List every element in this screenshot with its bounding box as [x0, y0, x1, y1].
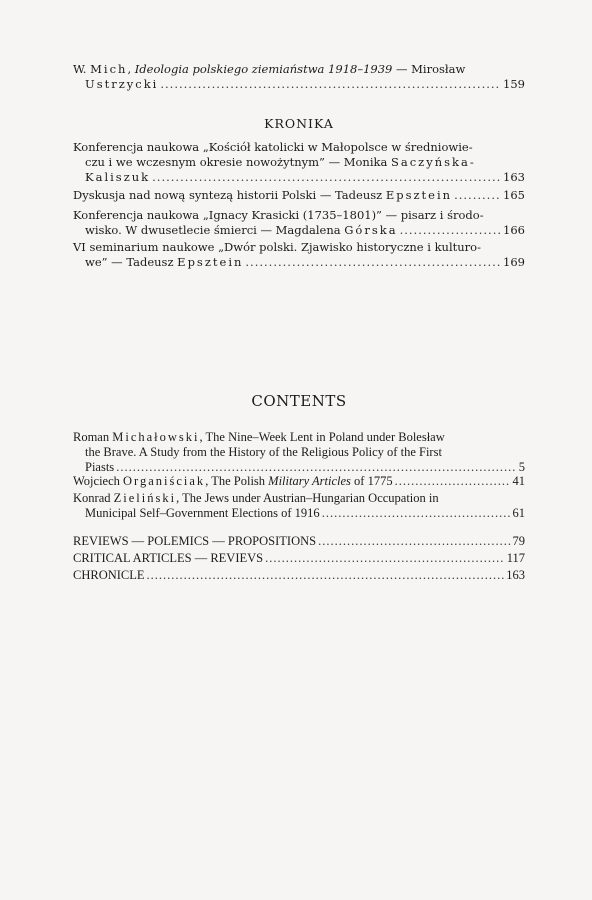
- page-number: 159: [503, 77, 525, 91]
- page-number: 163: [506, 568, 525, 582]
- leader-dots: [265, 551, 505, 566]
- contents-item: CHRONICLE ..... 163: [73, 568, 525, 583]
- leader-dots: [147, 568, 505, 583]
- leader-dots: [322, 506, 511, 521]
- contents-item: Roman Michałowski, The Nine–Week Lent in Poland under Bolesław the Brave. A Study from the History of the Religious Policy of the First Piasts ..... 5: [73, 430, 525, 475]
- page-number: 61: [512, 506, 525, 520]
- work-title: Ideologia polskiego ziemiaństwa 1918–1939: [134, 62, 393, 76]
- page-number: 117: [506, 551, 525, 565]
- page-number: 41: [512, 474, 525, 488]
- author-name: Mich: [90, 62, 128, 76]
- leader-dots: [116, 460, 517, 475]
- kronika-item: Konferencja naukowa „Ignacy Krasicki (1735–1801)” — pisarz i środo- wisko. W dwusetlecie śmierci — Magdalena Górska ..... 166: [73, 208, 525, 238]
- leader-dots: [400, 223, 501, 238]
- kronika-heading: KRONIKA: [264, 116, 334, 131]
- page-number: 79: [512, 534, 525, 548]
- page-number: 169: [503, 255, 525, 269]
- leader-dots: [454, 188, 501, 203]
- leader-dots: [318, 534, 510, 549]
- page-number: 5: [518, 460, 525, 474]
- leader-dots: [160, 77, 501, 92]
- kronika-item: VI seminarium naukowe „Dwór polski. Zjawisko historyczne i kulturo- we” — Tadeusz Epsztein ..... 169: [73, 240, 525, 270]
- leader-dots: [245, 255, 501, 270]
- page-number: 165: [503, 188, 525, 202]
- page-number: 163: [503, 170, 525, 184]
- contents-item: CRITICAL ARTICLES — REVIEVS ..... 117: [73, 551, 525, 566]
- kronika-item: Konferencja naukowa „Kościół katolicki w Małopolsce w średniowie- czu i we wczesnym okresie nowożytnym” — Monika Saczyńska- Kaliszuk ..... 163: [73, 140, 525, 185]
- page-number: 166: [503, 223, 525, 237]
- leader-dots: [152, 170, 501, 185]
- reviewer-name: Ustrzycki: [85, 77, 159, 91]
- leader-dots: [395, 474, 511, 489]
- contents-heading: CONTENTS: [251, 392, 347, 410]
- contents-item: Wojciech Organiściak, The Polish Military Articles of 1775 ..... 41: [73, 474, 525, 489]
- kronika-item: Dyskusja nad nową syntezą historii Polski — Tadeusz Epsztein ..... 165: [73, 188, 525, 203]
- contents-item: REVIEWS — POLEMICS — PROPOSITIONS ..... 79: [73, 534, 525, 549]
- contents-item: Konrad Zieliński, The Jews under Austrian–Hungarian Occupation in Municipal Self–Government Elections of 1916 ..... 61: [73, 491, 525, 521]
- toc-entry-mich: W. Mich, Ideologia polskiego ziemiaństwa 1918–1939 — Mirosław Ustrzycki ..... 159: [73, 62, 525, 92]
